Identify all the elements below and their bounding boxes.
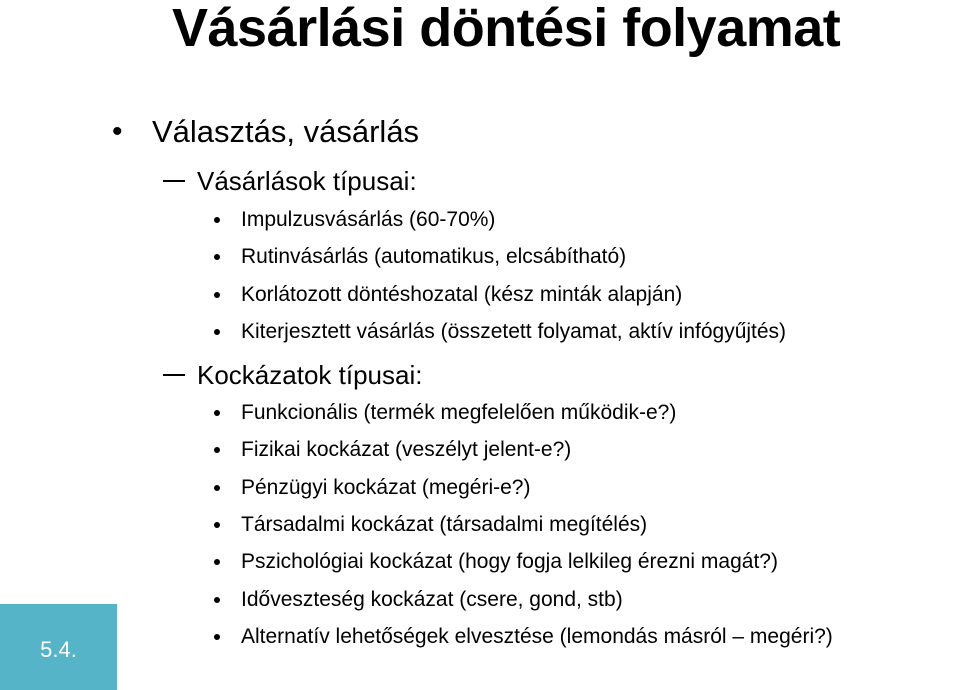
- bullet-icon: •: [112, 115, 123, 148]
- dash-icon: [163, 180, 185, 182]
- bullet-icon: [214, 292, 220, 298]
- bullet-icon: [214, 217, 220, 223]
- bullet-icon: [214, 329, 220, 335]
- bullet-icon: [214, 597, 220, 603]
- slide-number: 5.4.: [40, 637, 77, 662]
- bullet-icon: [214, 254, 220, 260]
- main-bullet-label: Választás, vásárlás: [152, 114, 420, 149]
- bullet-icon: [214, 485, 220, 491]
- bullet-icon: [214, 447, 220, 453]
- slide-content: • Választás, vásárlás Vásárlások típusai: Impulzusvásárlás (60-70%) Rutinvásárlás (automatikus, elcsábítható) Korlátozott döntéshozatal (kész minták alapján) Kiterjesztett vásárlás (összetett folyamat, aktív infógyűjtés) Kockázatok típusai: Funkcionális (termék megfelelően működik-e?) Fizikai kockázat (veszélyt jelent-e?) Pénzügyi kockázat (megéri-e?) Társadalmi kockázat (társadalmi megítélés) Pszichológiai kockázat (hogy fogja lelkileg érezni magát?) Időveszteség kockázat (csere, gond, stb) Alternatív lehetőségek elvesztése (lemondás másról – megéri?): [112, 114, 833, 648]
- bullet-icon: [214, 634, 220, 640]
- bullet-icon: [214, 522, 220, 528]
- dash-icon: [163, 374, 185, 376]
- bullet-icon: [214, 410, 220, 416]
- slide-title: Vásárlási döntési folyamat: [172, 0, 841, 58]
- slide-number-badge: [0, 604, 117, 690]
- bullet-icon: [214, 559, 220, 565]
